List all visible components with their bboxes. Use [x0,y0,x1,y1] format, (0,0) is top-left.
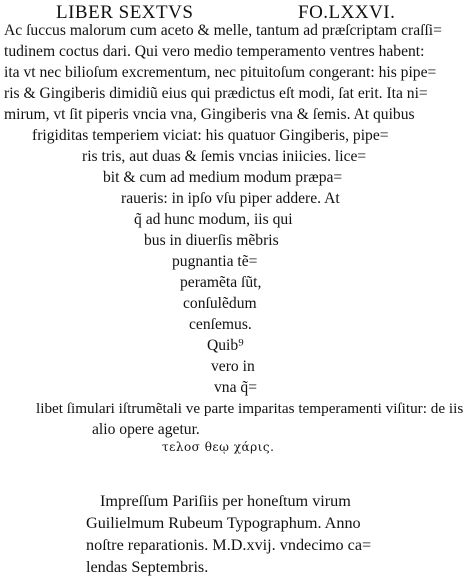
text-line: cenſemus. [189,316,252,333]
imprint-line: noſtre reparationis. M.D.xvij. vndecimo ca= [86,536,372,554]
text-line: alio opere agetur. [92,421,200,438]
text-line: mirum, vt ſit piperis vncia vna, Gingiberis vna & ſemis. At quibus [4,106,415,123]
imprint-line: lendas Septembris. [86,558,209,576]
text-line: vero in [211,358,255,375]
text-line: vna q̃= [214,379,258,396]
text-line: frigiditas temperiem viciat: his quatuor Gingiberis, pipe= [32,127,389,144]
text-line: ris & Gingiberis dimidiũ eius qui prædictus eſt modi, ſat erit. Ita ni= [4,85,428,102]
text-line: bus in diuerſis mẽbris [144,232,279,249]
text-line: Ac ſuccus malorum cum aceto & melle, tantum ad præſcriptam craſſi= [4,22,442,39]
text-line: libet ſimulari iſtrumẽtali ve parte imparitas temperamenti viſitur: de iis [36,400,464,417]
greek-colophon: τελοσ θεῳ χάρις. [162,440,275,454]
text-line: ita vt nec bilioſum excrementum, nec pituitoſum congerant: his pipe= [4,64,437,81]
text-line: raueris: in ipſo vſu piper addere. At [121,190,340,207]
text-line: q̃ ad hunc modum, iis qui [134,211,293,228]
book-title: LIBER SEXTVS [56,2,194,23]
text-line: peramẽta ſũt, [180,274,262,291]
text-line: Quib⁹ [207,337,244,354]
imprint-line: Guilielmum Rubeum Typographum. Anno [86,514,361,532]
text-line: ris tris, aut duas & ſemis vncias iniicies. lice= [82,148,367,165]
text-line: conſulẽdum [183,295,257,312]
folio-number: FO.LXXVI. [298,2,396,23]
text-line: tudinem coctus dari. Qui vero medio temperamento ventres habent: [4,43,425,60]
text-line: bit & cum ad medium modum præpa= [103,169,343,186]
text-line: pugnantia tẽ= [172,253,258,270]
imprint-line: Impreſſum Pariſiis per honeſtum virum [100,492,351,510]
